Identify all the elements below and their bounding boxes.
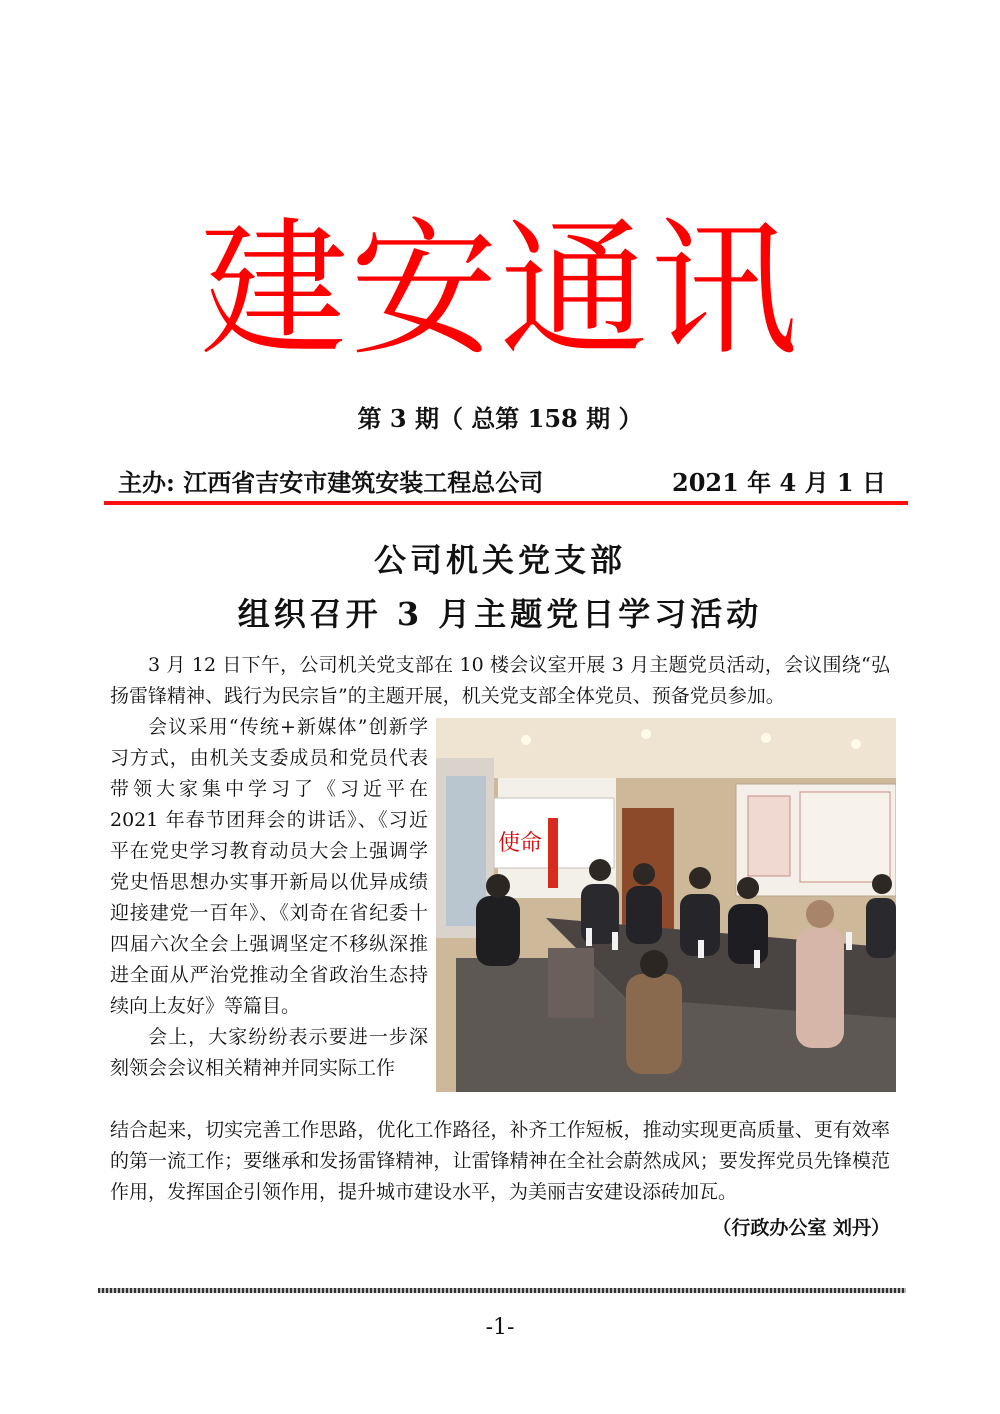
publish-date: 2021 年 4 月 1 日 <box>672 468 886 497</box>
article-paragraph-2: 会议采用“传统+新媒体”创新学习方式，由机关支委成员和党员代表带领大家集中学习了《习近平在 2021 年春节团拜会的讲话》、《习近平在党史学习教育动员大会上强调学党史悟思想办实事开新局以优异成绩迎接建党一百年》、《刘奇在省纪委十四届六次全会上强调坚定不移纵深推进全面从严治党推动全省政治生态持续向上友好》等篇目。 <box>110 716 428 1017</box>
meeting-photo <box>436 718 896 1092</box>
article-byline: （行政办公室 刘丹） <box>712 1217 890 1239</box>
footer-divider <box>98 1288 906 1293</box>
sponsor-line: 主办: 江西省吉安市建筑安装工程总公司 <box>118 468 544 497</box>
issue-number: 第 3 期（ 总第 158 期 ） <box>357 404 643 433</box>
article-paragraph-3: 会上，大家纷纷表示要进一步深刻领会会议相关精神并同实际工作 <box>110 1026 428 1079</box>
article-title-line2: 组织召开 3 月主题党日学习活动 <box>237 595 763 633</box>
newsletter-masthead: 建安通讯 <box>200 204 800 376</box>
article-title-line1: 公司机关党支部 <box>373 541 626 579</box>
article-paragraph-1: 3 月 12 日下午，公司机关党支部在 10 楼会议室开展 3 月主题党员活动，会议围绕“弘扬雷锋精神、践行为民宗旨”的主题开展，机关党支部全体党员、预备党员参加。 <box>110 654 890 707</box>
page-number: -1- <box>485 1315 515 1340</box>
banner-text: 使命 <box>498 831 543 856</box>
meeting-photo-illustration <box>436 718 896 1092</box>
article-paragraph-4: 结合起来，切实完善工作思路，优化工作路径，补齐工作短板，推动实现更高质量、更有效率的第一流工作；要继承和发扬雷锋精神，让雷锋精神在全社会蔚然成风；要发挥党员先锋模范作用，发挥国企引领作用，提升城市建设水平，为美丽吉安建设添砖加瓦。 <box>110 1119 890 1203</box>
header-divider <box>104 501 908 505</box>
